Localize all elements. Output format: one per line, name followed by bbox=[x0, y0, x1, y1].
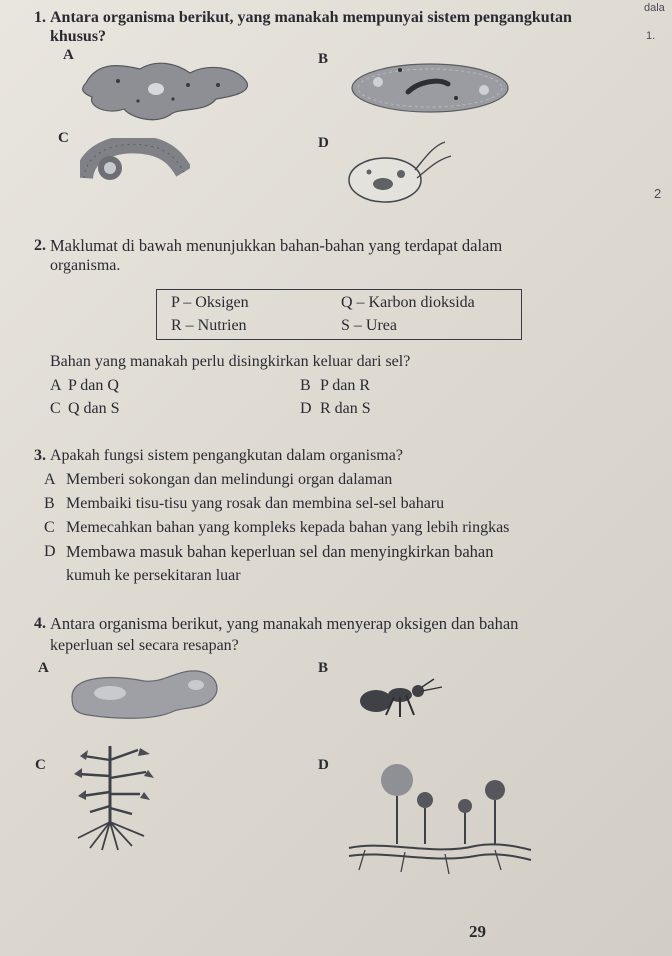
q4-label-c: C bbox=[35, 757, 46, 773]
q2-option-c-letter: C bbox=[50, 400, 61, 417]
insect-figure bbox=[350, 675, 450, 723]
q2-option-d-letter: D bbox=[300, 400, 312, 417]
earthworm-figure bbox=[80, 138, 190, 198]
q3-option-c: Memecahkan bahan yang kompleks kepada bahan yang lebih ringkas bbox=[66, 519, 510, 536]
q2-info-table bbox=[156, 289, 522, 340]
q2-text-line1: Maklumat di bawah menunjukkan bahan-bahan yang terdapat dalam bbox=[50, 236, 503, 255]
q3-option-d-line2: kumuh ke persekitaran luar bbox=[66, 567, 241, 584]
q1-label-b: B bbox=[318, 51, 329, 67]
q1-text-line1: Antara organisma berikut, yang manakah mempunyai sistem pengangkutan bbox=[50, 9, 572, 26]
q3-option-b-letter: B bbox=[44, 495, 55, 512]
q2-question: Bahan yang manakah perlu disingkirkan keluar dari sel? bbox=[50, 353, 411, 370]
q3-option-c-letter: C bbox=[44, 519, 55, 536]
q3-option-a: Memberi sokongan dan melindungi organ dalaman bbox=[66, 471, 393, 488]
q3-option-a-letter: A bbox=[44, 471, 56, 488]
q2-option-b: P dan R bbox=[320, 377, 371, 394]
plant-figure bbox=[60, 736, 160, 854]
margin-text-two: 2 bbox=[654, 186, 662, 201]
q2-option-d: R dan S bbox=[320, 400, 371, 417]
flatworm-figure bbox=[64, 667, 224, 723]
q3-option-b: Membaiki tisu-tisu yang rosak dan membina sel-sel baharu bbox=[66, 495, 445, 512]
q2-option-a-letter: A bbox=[50, 377, 62, 394]
q3-option-d-letter: D bbox=[44, 543, 56, 560]
q1-label-a: A bbox=[63, 47, 74, 63]
page-number: 29 bbox=[469, 922, 486, 941]
q1-label-c: C bbox=[58, 130, 69, 146]
table-item-p: P – Oksigen bbox=[171, 294, 249, 311]
q3-number: 3. bbox=[34, 447, 46, 464]
q1-number: 1. bbox=[34, 9, 46, 26]
q2-number: 2. bbox=[34, 237, 46, 254]
margin-text-one: 1. bbox=[646, 30, 656, 42]
q4-label-d: D bbox=[318, 757, 329, 773]
q4-number: 4. bbox=[34, 615, 46, 632]
q2-text-line2: organisma. bbox=[50, 257, 121, 274]
q1-text-line2: khusus? bbox=[50, 28, 107, 45]
q4-text-line2: keperluan sel secara resapan? bbox=[50, 637, 239, 654]
euglena-figure bbox=[345, 138, 455, 206]
q2-option-b-letter: B bbox=[300, 377, 311, 394]
paramecium-figure bbox=[348, 58, 513, 118]
q1-label-d: D bbox=[318, 135, 329, 151]
fungus-figure bbox=[345, 760, 535, 878]
q4-text-line1: Antara organisma berikut, yang manakah menyerap oksigen dan bahan bbox=[50, 614, 519, 633]
q4-label-b: B bbox=[318, 660, 329, 676]
table-item-s: S – Urea bbox=[341, 317, 397, 334]
q3-text: Apakah fungsi sistem pengangkutan dalam organisma? bbox=[50, 447, 403, 464]
table-item-r: R – Nutrien bbox=[171, 317, 247, 334]
table-item-q: Q – Karbon dioksida bbox=[341, 294, 475, 311]
amoeba-figure bbox=[78, 55, 258, 127]
q2-option-c: Q dan S bbox=[68, 400, 120, 417]
q2-option-a: P dan Q bbox=[68, 377, 119, 394]
q4-label-a: A bbox=[38, 660, 49, 676]
margin-text-top: dala bbox=[644, 2, 665, 14]
q3-option-d: Membawa masuk bahan keperluan sel dan menyingkirkan bahan bbox=[66, 542, 494, 561]
